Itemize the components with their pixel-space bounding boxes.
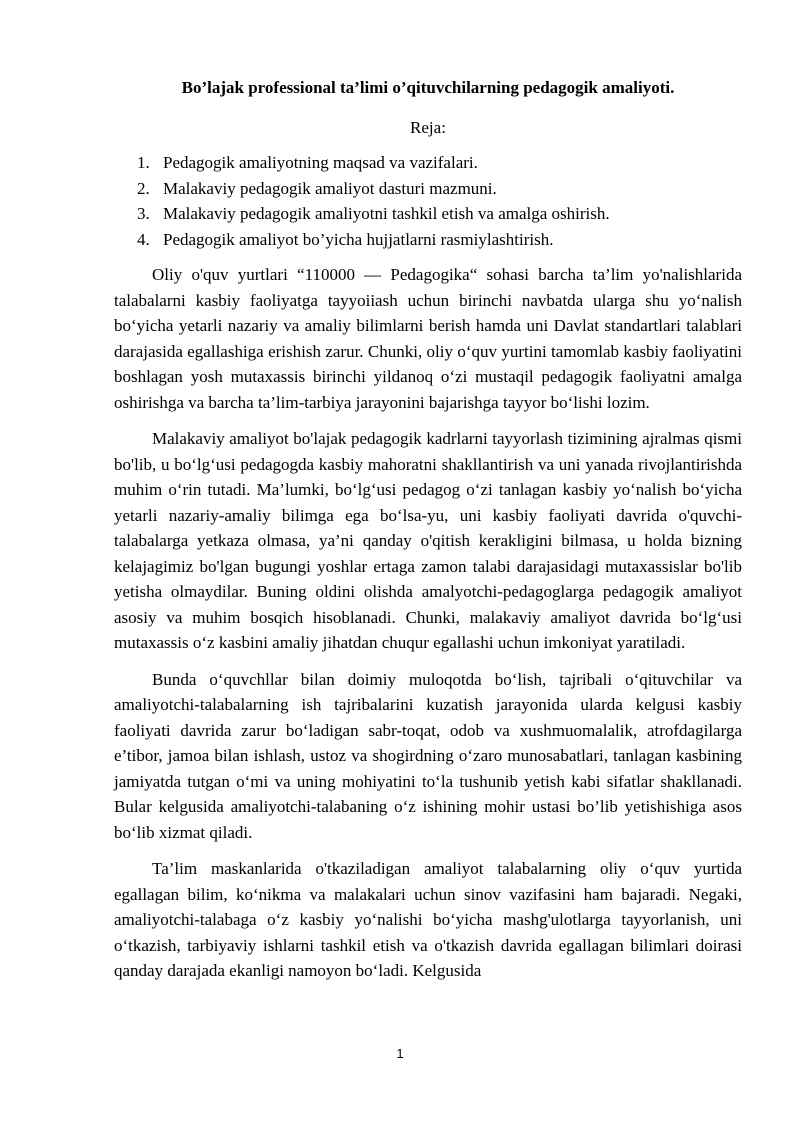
- document-body: [114, 262, 742, 995]
- plan-item: [114, 150, 742, 176]
- plan-item-text: Malakaviy pedagogik amaliyotni tashkil etish va amalga oshirish.: [163, 204, 610, 223]
- body-paragraph: Oliy o'quv yurtlari “110000 — Pedagogika“ sohasi barcha ta’lim yo'nalishlarida talabalarni kasbiy faoliyatga tayyoiiash uchun birinchi navbatda ularga shu yo‘nalish bo‘yicha yetarli nazariy va amaliy bilimlarni berish hamda uni Davlat standartlari talablari darajasida egallashiga erishish zarur. Chunki, oliy o‘quv yurtini tamomlab kasbiy faoliyatini boshlagan yosh mutaxassis birinchi yildanoq o‘zi mustaqil pedagogik faoliyatni amalga oshirishga va barcha ta’lim-tarbiya jarayonini bajarishga tayyor bo‘lishi lozim.: [114, 265, 742, 412]
- plan-item-number: 4.: [137, 229, 150, 249]
- document-title: Bo’lajak professional ta’limi o’qituvchilarning pedagogik amaliyoti.: [181, 78, 675, 97]
- body-paragraph: Ta’lim maskanlarida o'tkaziladigan amaliyot talabalarning oliy o‘quv yurtida egallagan bilim, ko‘nikma va malakalari uchun sinov vazifasini ham bajaradi. Negaki, amaliyotchi-talabaga o‘z kasbiy yo‘nalishi bo‘yicha mashg'ulotlarga tayyorlanish, uni o‘tkazish, tarbiyaviy ishlarni tashkil etish va o'tkazish davrida egallagan bilimlari doirasi qanday darajada ekanligi namoyon bo‘ladi. Kelgusida: [114, 859, 742, 980]
- plan-item: [114, 227, 742, 253]
- plan-item-text: Malakaviy pedagogik amaliyot dasturi mazmuni.: [163, 178, 497, 198]
- plan-heading: Reja:: [410, 118, 446, 137]
- body-paragraph: Malakaviy amaliyot bo'lajak pedagogik kadrlarni tayyorlash tizimining ajralmas qismi bo'lib, u bo‘lg‘usi pedagogda kasbiy mahoratni shakllantirish va uni yanada rivojlantirishda muhim o‘rin tutadi. Ma’lumki, bo‘lg‘usi pedagog o‘zi tanlagan kasbiy yo‘nalish bo‘yicha yetarli nazariy-amaliy bilimga ega bo‘lsa-yu, uni kasbiy faoliyati davrida o'quvchi-talabalarga yetkaza olmasa, ya’ni qanday o'qitish kerakligini bilmasa, u holda bizning kelajagimiz bo'lgan bugungi yoshlar ertaga zamon talabi darajasidagi mutaxassislar bo'lib yetisha olmaydilar. Buning oldini olishda amalyotchi-pedagoglarga pedagogik amaliyot asosiy va muhim bosqich hisoblanadi. Chunki, malakaviy amaliyot davrida bo‘lg‘usi mutaxassis o‘z kasbini amaliy jihatdan chuqur egallashi uchun imkoniyat yaratiladi.: [114, 429, 742, 652]
- plan-item-text: Pedagogik amaliyotning maqsad va vazifalari.: [163, 153, 478, 172]
- body-paragraph: Bunda o‘quvchllar bilan doimiy muloqotda bo‘lish, tajribali o‘qituvchilar va amaliyotchi-talabalarning ish tajribalarini kuzatish jarayonida ularda kelgusi kasbiy faoliyati davrida zarur bo‘ladigan sabr-toqat, odob va xushmuomalalik, atrofdagilarga e’tibor, jamoa bilan ishlash, ustoz va shogirdning o‘zaro munosabatlari, tanlagan kasbining jamiyatda tutgan o‘mi va uning mohiyatini to‘la tushunib yetish kabi sifatlar shakllanadi. Bular kelgusida amaliyotchi-talabaning o‘z ishining mohir ustasi bo’lib yetishishiga asos bo‘lib xizmat qiladi.: [114, 669, 742, 842]
- plan-item-text: Pedagogik amaliyot bo’yicha hujjatlarni rasmiylashtirish.: [163, 229, 554, 249]
- page-number: 1: [396, 1046, 404, 1061]
- plan-item: [114, 201, 742, 227]
- plan-item-number: 2.: [137, 178, 150, 198]
- plan-list: [114, 150, 742, 252]
- plan-item-number: 1.: [137, 153, 150, 172]
- plan-item: [114, 176, 742, 202]
- plan-item-number: 3.: [137, 204, 150, 223]
